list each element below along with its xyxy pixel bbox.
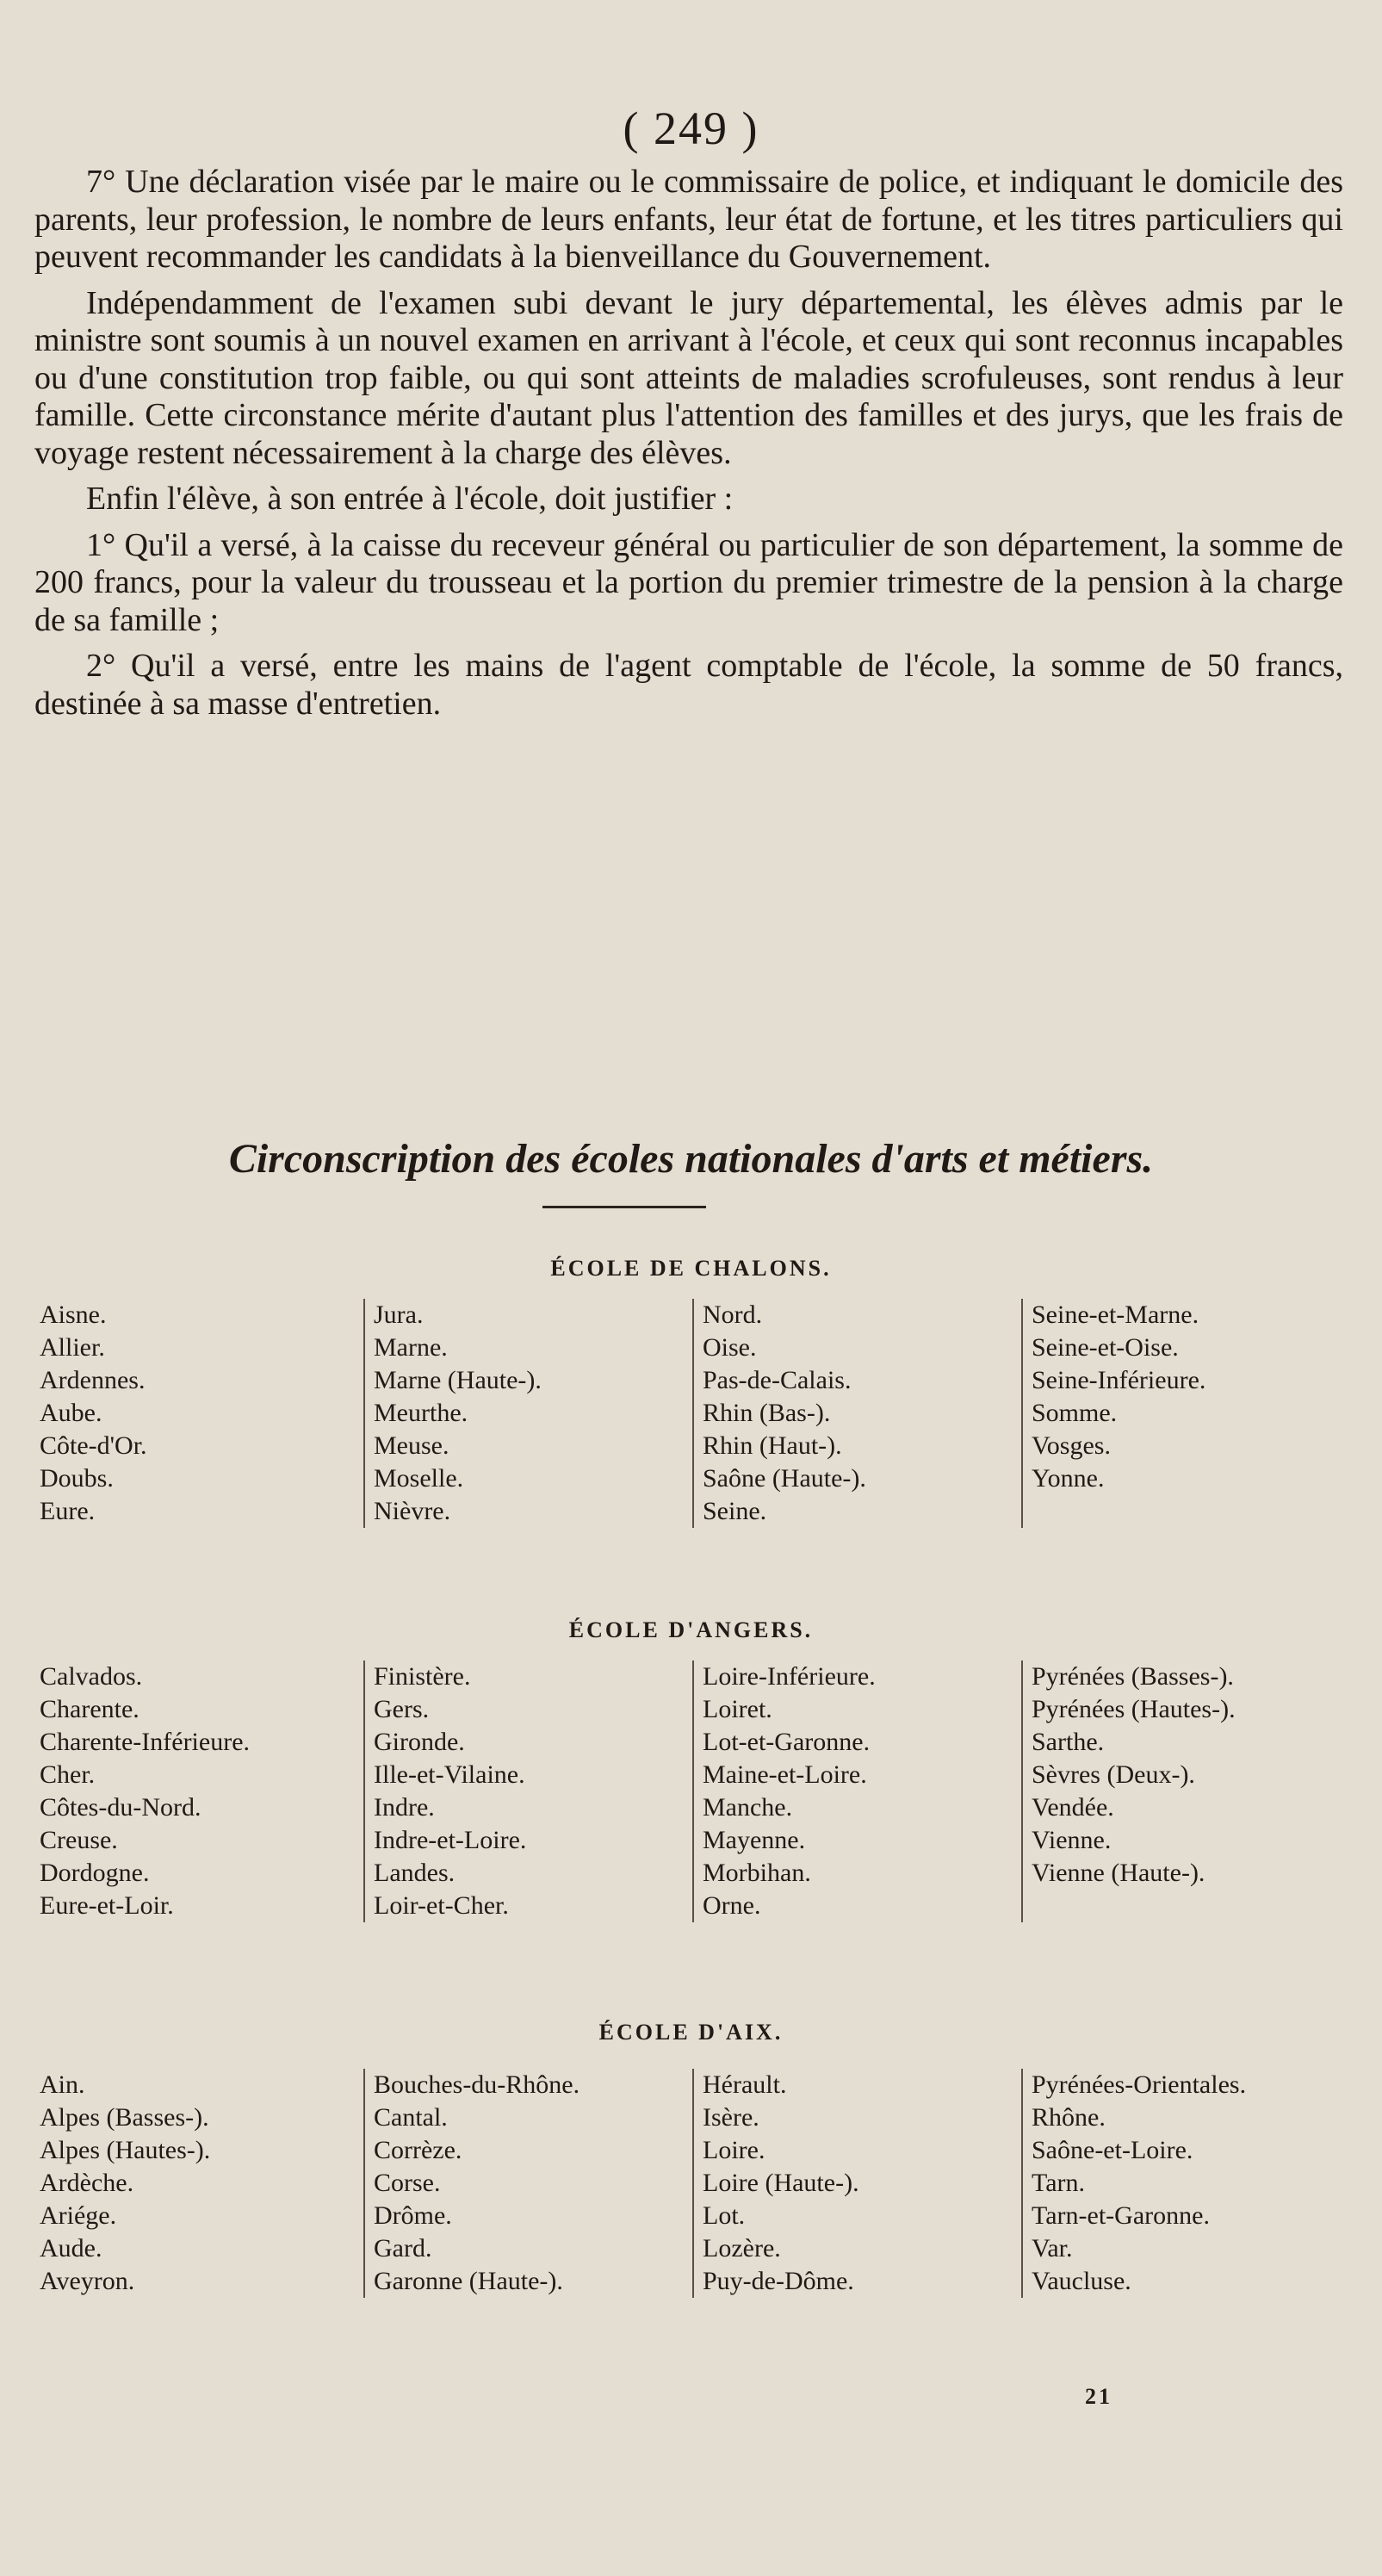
department-item: Aude.	[40, 2234, 102, 2263]
section-heading: Circonscription des écoles nationales d'arts et métiers.	[228, 1136, 1154, 1182]
department-item: Indre.	[374, 1793, 435, 1822]
department-item: Mayenne.	[703, 1826, 806, 1854]
department-column	[363, 1299, 692, 1528]
department-column	[1021, 2069, 1350, 2298]
department-item: Rhin (Haut-).	[703, 1431, 842, 1460]
department-item: Ariége.	[40, 2201, 117, 2230]
department-column	[363, 1660, 692, 1922]
department-item: Seine-Inférieure.	[1032, 1366, 1206, 1394]
department-item: Doubs.	[40, 1464, 114, 1493]
heading-rule	[542, 1206, 706, 1208]
department-item: Vienne.	[1032, 1826, 1112, 1854]
page-number: ( 249 )	[623, 102, 759, 154]
department-item: Corse.	[374, 2169, 441, 2197]
department-item: Ille-et-Vilaine.	[374, 1760, 525, 1789]
paragraph-item-1: 1° Qu'il a versé, à la caisse du receveur général ou particulier de son département, la somme de 200 francs, pour la valeur du trousseau et la portion du premier trimestre de la pension à la charge de sa famille ;	[34, 526, 1343, 638]
department-item: Var.	[1032, 2234, 1073, 2263]
department-column	[363, 2069, 692, 2298]
department-item: Tarn.	[1032, 2169, 1086, 2197]
department-item: Côtes-du-Nord.	[40, 1793, 201, 1822]
department-item: Sèvres (Deux-).	[1032, 1760, 1195, 1789]
department-item: Pyrénées-Orientales.	[1032, 2070, 1247, 2099]
department-item: Aveyron.	[40, 2267, 135, 2295]
department-item: Cantal.	[374, 2103, 448, 2132]
department-item: Saône (Haute-).	[703, 1464, 866, 1493]
department-item: Seine-et-Marne.	[1032, 1300, 1199, 1329]
department-column	[34, 1299, 363, 1528]
department-item: Indre-et-Loire.	[374, 1826, 527, 1854]
department-item: Loire-Inférieure.	[703, 1662, 876, 1691]
department-item: Maine-et-Loire.	[703, 1760, 867, 1789]
school-title-angers: ÉCOLE D'ANGERS.	[568, 1617, 814, 1642]
department-item: Meurthe.	[374, 1399, 468, 1427]
department-item: Hérault.	[703, 2070, 787, 2099]
department-column	[692, 2069, 1021, 2298]
paragraph-item-7: 7° Une déclaration visée par le maire ou le commissaire de police, et indiquant le domicile des parents, leur profession, le nombre de leurs enfants, leur état de fortune, et les titres particuliers qui peuvent recommander les candidats à la bienveillance du Gouvernement.	[34, 164, 1343, 275]
department-item: Vaucluse.	[1032, 2267, 1131, 2295]
department-column	[1021, 1299, 1350, 1528]
department-item: Corrèze.	[374, 2136, 462, 2164]
department-item: Eure.	[40, 1497, 96, 1525]
signature-mark: 21	[1085, 2384, 1112, 2409]
department-item: Yonne.	[1032, 1464, 1105, 1493]
department-item: Nièvre.	[374, 1497, 451, 1525]
department-item: Nord.	[703, 1300, 763, 1329]
department-item: Orne.	[703, 1891, 761, 1920]
department-item: Sarthe.	[1032, 1728, 1105, 1756]
department-item: Dordogne.	[40, 1859, 150, 1887]
paragraph-justifier: Enfin l'élève, à son entrée à l'école, doit justifier :	[86, 481, 734, 517]
department-item: Loir-et-Cher.	[374, 1891, 509, 1920]
department-item: Gers.	[374, 1695, 430, 1723]
department-item: Bouches-du-Rhône.	[374, 2070, 580, 2099]
department-item: Rhône.	[1032, 2103, 1106, 2132]
department-item: Jura.	[374, 1300, 424, 1329]
department-item: Vienne (Haute-).	[1032, 1859, 1205, 1887]
department-item: Pyrénées (Hautes-).	[1032, 1695, 1236, 1723]
department-item: Marne (Haute-).	[374, 1366, 542, 1394]
department-column	[34, 1660, 363, 1922]
department-item: Rhin (Bas-).	[703, 1399, 831, 1427]
department-item: Saône-et-Loire.	[1032, 2136, 1193, 2164]
department-item: Isère.	[703, 2103, 759, 2132]
department-item: Aisne.	[40, 1300, 107, 1329]
department-item: Seine-et-Oise.	[1032, 1333, 1179, 1362]
department-item: Gard.	[374, 2234, 432, 2263]
department-item: Alpes (Hautes-).	[40, 2136, 211, 2164]
school-columns-aix	[34, 2069, 1352, 2298]
department-item: Seine.	[703, 1497, 767, 1525]
department-column	[1021, 1660, 1350, 1922]
paragraph-examen: Indépendamment de l'examen subi devant le jury départemental, les élèves admis par le ministre sont soumis à un nouvel examen en arrivant à l'école, et ceux qui sont reconnus incapables ou d'une constitution trop faible, ou qui sont atteints de maladies scrofuleuses, sont rendus à leur famille. Cette circonstance mérite d'autant plus l'attention des familles et des jurys, que les frais de voyage restent nécessairement à la charge des élèves.	[34, 284, 1343, 471]
department-item: Somme.	[1032, 1399, 1118, 1427]
department-item: Tarn-et-Garonne.	[1032, 2201, 1210, 2230]
department-column	[692, 1660, 1021, 1922]
department-item: Charente-Inférieure.	[40, 1728, 251, 1756]
department-item: Oise.	[703, 1333, 757, 1362]
department-item: Morbihan.	[703, 1859, 811, 1887]
department-item: Loire.	[703, 2136, 765, 2164]
department-item: Manche.	[703, 1793, 793, 1822]
department-item: Charente.	[40, 1695, 139, 1723]
department-item: Gironde.	[374, 1728, 465, 1756]
department-item: Landes.	[374, 1859, 456, 1887]
department-item: Pyrénées (Basses-).	[1032, 1662, 1234, 1691]
department-item: Cher.	[40, 1760, 96, 1789]
paragraph-item-2: 2° Qu'il a versé, entre les mains de l'agent comptable de l'école, la somme de 50 francs, destinée à sa masse d'entretien.	[34, 648, 1343, 722]
department-item: Côte-d'Or.	[40, 1431, 147, 1460]
department-item: Creuse.	[40, 1826, 118, 1854]
department-column	[34, 2069, 363, 2298]
department-item: Ardèche.	[40, 2169, 134, 2197]
department-item: Puy-de-Dôme.	[703, 2267, 854, 2295]
department-item: Loire (Haute-).	[703, 2169, 859, 2197]
department-item: Garonne (Haute-).	[374, 2267, 563, 2295]
department-item: Vosges.	[1032, 1431, 1111, 1460]
department-item: Eure-et-Loir.	[40, 1891, 174, 1920]
department-item: Vendée.	[1032, 1793, 1114, 1822]
department-item: Marne.	[374, 1333, 448, 1362]
school-columns-chalons	[34, 1299, 1352, 1528]
school-title-chalons: ÉCOLE DE CHALONS.	[550, 1256, 832, 1281]
department-item: Lozère.	[703, 2234, 781, 2263]
department-item: Calvados.	[40, 1662, 143, 1691]
school-columns-angers	[34, 1660, 1352, 1922]
department-item: Ain.	[40, 2070, 85, 2099]
department-item: Finistère.	[374, 1662, 471, 1691]
department-item: Ardennes.	[40, 1366, 146, 1394]
department-item: Lot.	[703, 2201, 746, 2230]
department-column	[692, 1299, 1021, 1528]
department-item: Allier.	[40, 1333, 105, 1362]
department-item: Meuse.	[374, 1431, 449, 1460]
department-item: Moselle.	[374, 1464, 464, 1493]
department-item: Aube.	[40, 1399, 102, 1427]
department-item: Pas-de-Calais.	[703, 1366, 852, 1394]
department-item: Lot-et-Garonne.	[703, 1728, 871, 1756]
department-item: Alpes (Basses-).	[40, 2103, 209, 2132]
school-title-aix: ÉCOLE D'AIX.	[598, 2020, 784, 2045]
prose-block	[34, 164, 1343, 723]
department-item: Drôme.	[374, 2201, 452, 2230]
department-item: Loiret.	[703, 1695, 772, 1723]
